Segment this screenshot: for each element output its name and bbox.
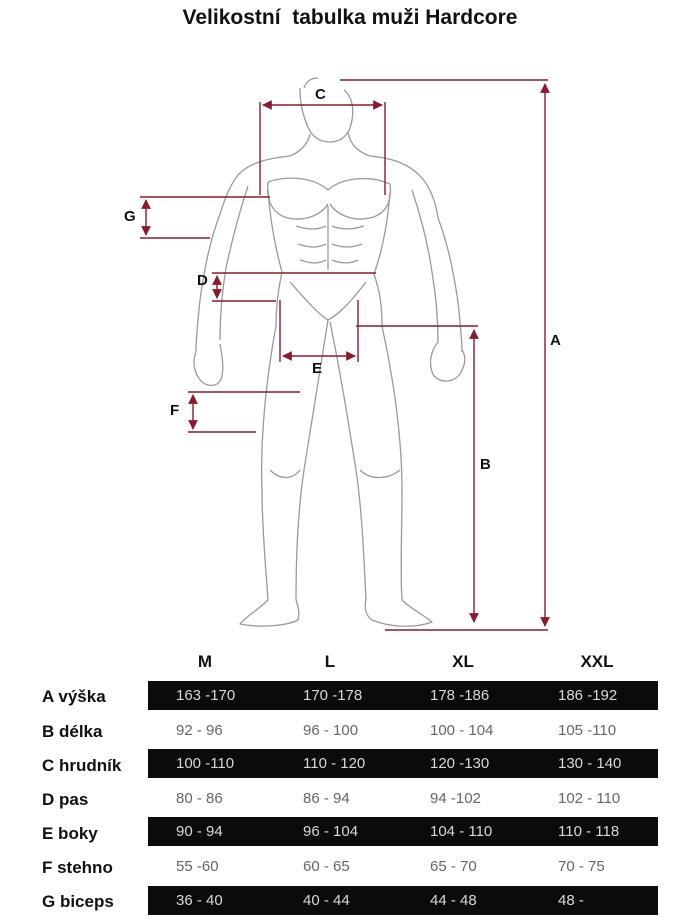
table-cell: 92 - 96 bbox=[176, 722, 223, 739]
row-label-g: G biceps bbox=[42, 892, 114, 911]
row-label-c: C hrudník bbox=[42, 756, 122, 775]
table-cell: 94 -102 bbox=[430, 790, 481, 807]
table-cell: 60 - 65 bbox=[303, 858, 350, 875]
table-cell: 90 - 94 bbox=[176, 823, 223, 840]
marker-a-label: A bbox=[550, 332, 561, 349]
table-cell: 48 - bbox=[558, 892, 584, 909]
table-cell: 96 - 104 bbox=[303, 823, 359, 840]
table-cell: 80 - 86 bbox=[176, 790, 223, 807]
row-label-d: D pas bbox=[42, 790, 89, 809]
page-title: Velikostní tabulka muži Hardcore bbox=[182, 6, 518, 29]
row-label-f: F stehno bbox=[42, 858, 113, 877]
table-cell: 100 -110 bbox=[176, 755, 235, 772]
table-cell: 40 - 44 bbox=[303, 892, 350, 909]
table-cell: 186 -192 bbox=[558, 687, 618, 704]
table-cell: 104 - 110 bbox=[430, 823, 493, 840]
table-cell: 55 -60 bbox=[176, 858, 219, 875]
marker-c-label: C bbox=[315, 86, 326, 103]
table-cell: 65 - 70 bbox=[430, 858, 477, 875]
table-cell: 170 -178 bbox=[303, 687, 363, 704]
table-cell: 102 - 110 bbox=[558, 790, 621, 807]
column-header-m: M bbox=[197, 652, 213, 671]
table-cell: 110 - 120 bbox=[303, 755, 366, 772]
table-cell: 70 - 75 bbox=[558, 858, 605, 875]
row-label-b: B délka bbox=[42, 722, 103, 741]
marker-d-label: D bbox=[197, 272, 208, 289]
row-label-a: A výška bbox=[42, 687, 106, 706]
table-cell: 36 - 40 bbox=[176, 892, 223, 909]
measurement-lines bbox=[140, 80, 548, 630]
table-cell: 86 - 94 bbox=[303, 790, 350, 807]
table-row bbox=[148, 681, 658, 710]
table-row bbox=[148, 716, 658, 745]
table-cell: 100 - 104 bbox=[430, 722, 494, 739]
column-header-l: L bbox=[324, 652, 336, 671]
table-cell: 110 - 118 bbox=[558, 823, 620, 840]
marker-e-label: E bbox=[312, 360, 323, 377]
table-cell: 163 -170 bbox=[176, 687, 236, 704]
column-header-xxl: XXL bbox=[580, 652, 614, 671]
table-cell: 44 - 48 bbox=[430, 892, 477, 909]
marker-g-label: G bbox=[124, 208, 136, 225]
table-cell: 96 - 100 bbox=[303, 722, 359, 739]
table-cell: 178 -186 bbox=[430, 687, 490, 704]
table-cell: 130 - 140 bbox=[558, 755, 622, 772]
table-row bbox=[148, 886, 658, 915]
marker-f-label: F bbox=[170, 402, 180, 419]
marker-b-label: B bbox=[480, 456, 491, 473]
table-row bbox=[148, 852, 658, 881]
body-sketch bbox=[194, 78, 465, 626]
table-row bbox=[148, 817, 658, 846]
table-row bbox=[148, 749, 658, 778]
table-cell: 120 -130 bbox=[430, 755, 490, 772]
column-header-xl: XL bbox=[452, 652, 474, 671]
table-cell: 105 -110 bbox=[558, 722, 617, 739]
row-label-e: E boky bbox=[42, 824, 98, 843]
table-row bbox=[148, 784, 658, 813]
